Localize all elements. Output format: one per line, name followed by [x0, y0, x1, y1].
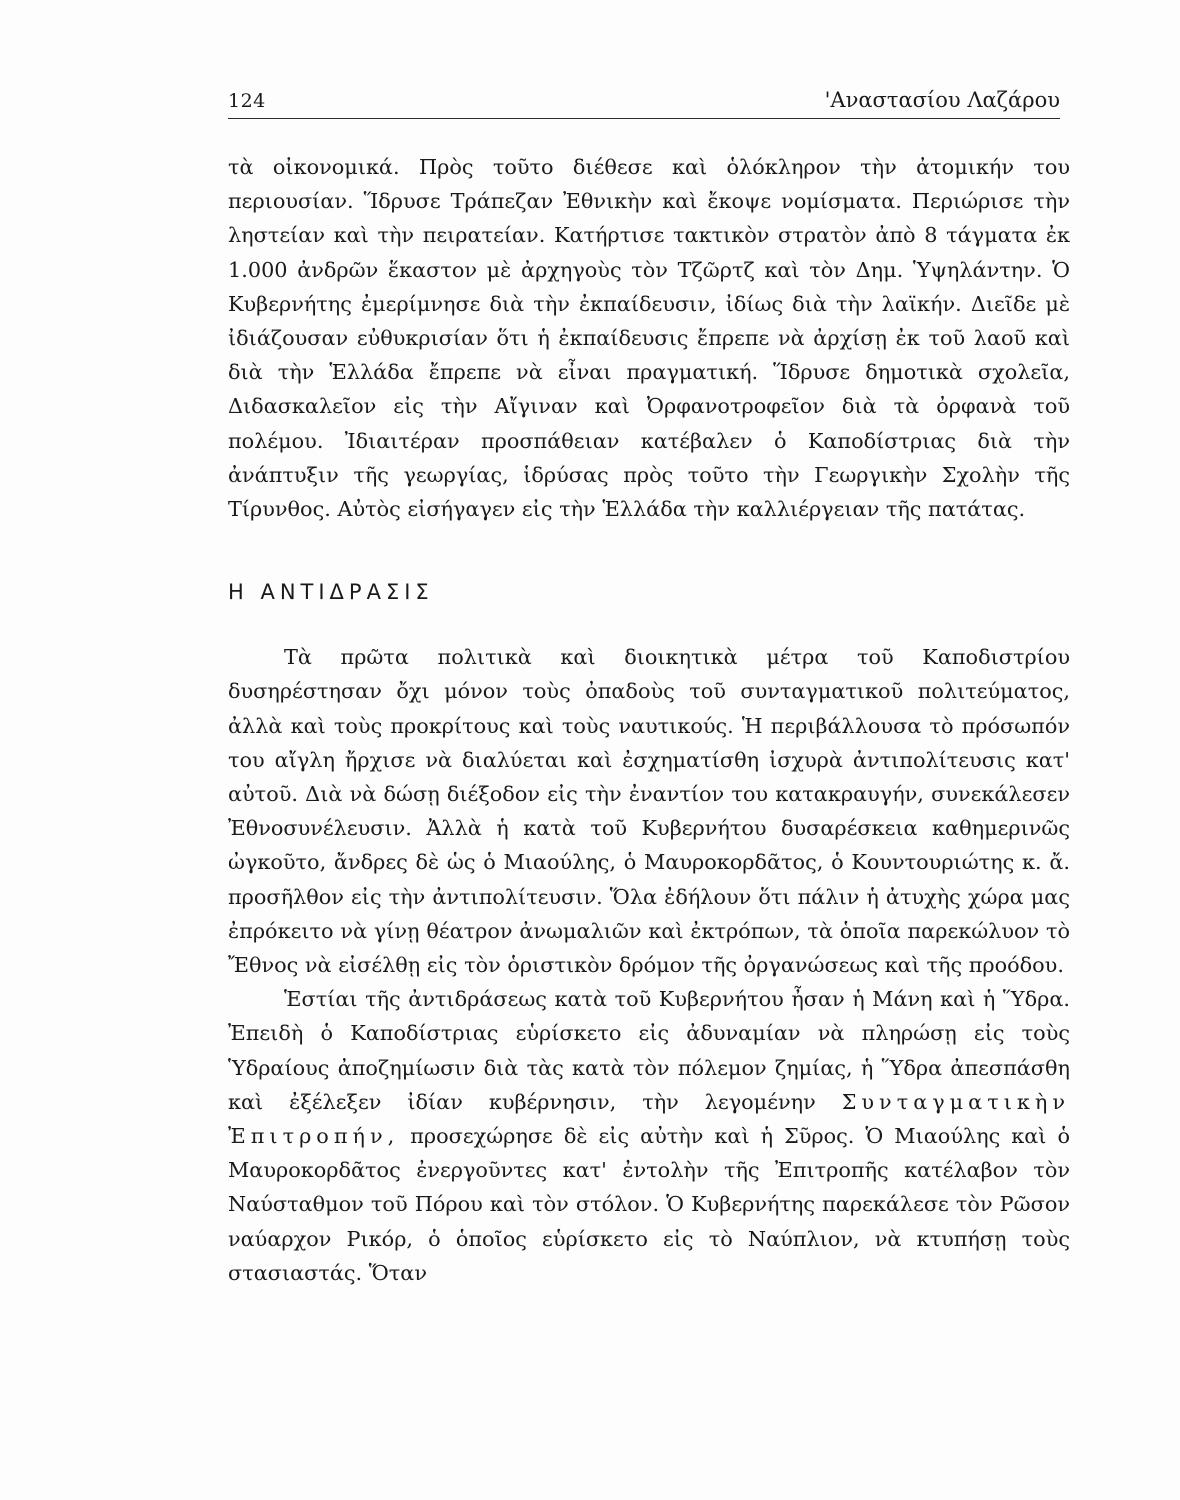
page-header	[228, 84, 1060, 118]
page-body	[228, 150, 1070, 1290]
paragraph-3	[228, 982, 1070, 1290]
paragraph-3-text-after: προσεχώρησε δὲ εἰς αὐτὴν καὶ ἡ Σῦρος. Ὁ Μιαούλης καὶ ὁ Μαυροκορδᾶτος ἐνεργοῦντες κατ' ἐντολὴν τῆς Ἐπιτροπῆς κατέλαβον τὸν Ναύσταθμον τοῦ Πόρου καὶ τὸν στόλον. Ὁ Κυβερνήτης παρεκάλεσε τὸν Ρῶσον ναύαρχον Ρικόρ, ὁ ὁποῖος εὑρίσκετο εἰς τὸ Ναύπλιον, νὰ κτυπήσῃ τοὺς στασιαστάς. Ὅταν	[228, 1124, 1070, 1285]
section-heading: Η ΑΝΤΙΔΡΑΣΙΣ	[228, 580, 434, 605]
header-rule	[228, 118, 1060, 119]
paragraph-3-spaced-term: Συνταγματικὴν Ἐπιτροπήν,	[228, 1089, 1070, 1149]
paragraph-3-text-before: Ἑστίαι τῆς ἀντιδράσεως κατὰ τοῦ Κυβερνήτου ἦσαν ἡ Μάνη καὶ ἡ Ὕδρα. Ἐπειδὴ ὁ Καποδίστριας εὑρίσκετο εἰς ἀδυναμίαν νὰ πληρώσῃ εἰς τοὺς Ὑδραίους ἀποζημίωσιν διὰ τὰς κατὰ τὸν πόλεμον ζημίας, ἡ Ὕδρα ἀπεσπάσθη καὶ ἐξέλεξεν ἰδίαν κυβέρνησιν, τὴν λεγομένην	[228, 987, 1070, 1114]
page-number: 124	[228, 90, 266, 112]
paragraph-2: Τὰ πρῶτα πολιτικὰ καὶ διοικητικὰ μέτρα τοῦ Καποδιστρίου δυσηρέστησαν ὄχι μόνον τοὺς ὀπαδοὺς τοῦ συνταγματικοῦ πολιτεύματος, ἀλλὰ καὶ τοὺς προκρίτους καὶ τοὺς ναυτικούς. Ἡ περιβάλλουσα τὸ πρόσωπόν του αἴγλη ἤρχισε νὰ διαλύεται καὶ ἐσχηματίσθη ἰσχυρὰ ἀντιπολίτευσις κατ' αὐτοῦ. Διὰ νὰ δώσῃ διέξοδον εἰς τὴν ἐναντίον του κατακραυγήν, συνεκάλεσεν Ἐθνοσυνέλευσιν. Ἀλλὰ ἡ κατὰ τοῦ Κυβερνήτου δυσαρέσκεια καθημερινῶς ὠγκοῦτο, ἄνδρες δὲ ὡς ὁ Μιαούλης, ὁ Μαυροκορδᾶτος, ὁ Κουντουριώτης κ. ἄ. προσῆλθον εἰς τὴν ἀντιπολίτευσιν. Ὅλα ἐδήλουν ὅτι πάλιν ἡ ἀτυχὴς χώρα μας ἐπρόκειτο νὰ γίνῃ θέατρον ἀνωμαλιῶν καὶ ἐκτρόπων, τὰ ὁποῖα παρεκώλυον τὸ Ἔθνος νὰ εἰσέλθῃ εἰς τὸν ὁριστικὸν δρόμον τῆς ὀργανώσεως καὶ τῆς προόδου.	[228, 645, 1070, 978]
running-head: 'Αναστασίου Λαζάρου	[824, 88, 1060, 112]
paragraph-1: τὰ οἰκονομικά. Πρὸς τοῦτο διέθεσε καὶ ὁλόκληρον τὴν ἀτομικήν του περιουσίαν. Ἵδρυσε Τράπεζαν Ἐθνικὴν καὶ ἔκοψε νομίσματα. Περιώρισε τὴν ληστείαν καὶ τὴν πειρατείαν. Κατήρτισε τακτικὸν στρατὸν ἀπὸ 8 τάγματα ἐκ 1.000 ἀνδρῶν ἕκαστον μὲ ἀρχηγοὺς τὸν Τζῶρτζ καὶ τὸν Δημ. Ὑψηλάντην. Ὁ Κυβερνήτης ἐμερίμνησε διὰ τὴν ἐκπαίδευσιν, ἰδίως διὰ τὴν λαϊκήν. Διεῖδε μὲ ἰδιάζουσαν εὐθυκρισίαν ὅτι ἡ ἐκπαίδευσις ἔπρεπε νὰ ἀρχίσῃ ἐκ τοῦ λαοῦ καὶ διὰ τὴν Ἑλλάδα ἔπρεπε νὰ εἶναι πραγματική. Ἵδρυσε δημοτικὰ σχολεῖα, Διδασκαλεῖον εἰς τὴν Αἴγιναν καὶ Ὀρφανοτροφεῖον διὰ τὰ ὀρφανὰ τοῦ πολέμου. Ἰδιαιτέραν προσπάθειαν κατέβαλεν ὁ Καποδίστριας διὰ τὴν ἀνάπτυξιν τῆς γεωργίας, ἱδρύσας πρὸς τοῦτο τὴν Γεωργικὴν Σχολὴν τῆς Τίρυνθος. Αὐτὸς εἰσήγαγεν εἰς τὴν Ἑλλάδα τὴν καλλιέργειαν τῆς πατάτας.	[228, 155, 1070, 522]
